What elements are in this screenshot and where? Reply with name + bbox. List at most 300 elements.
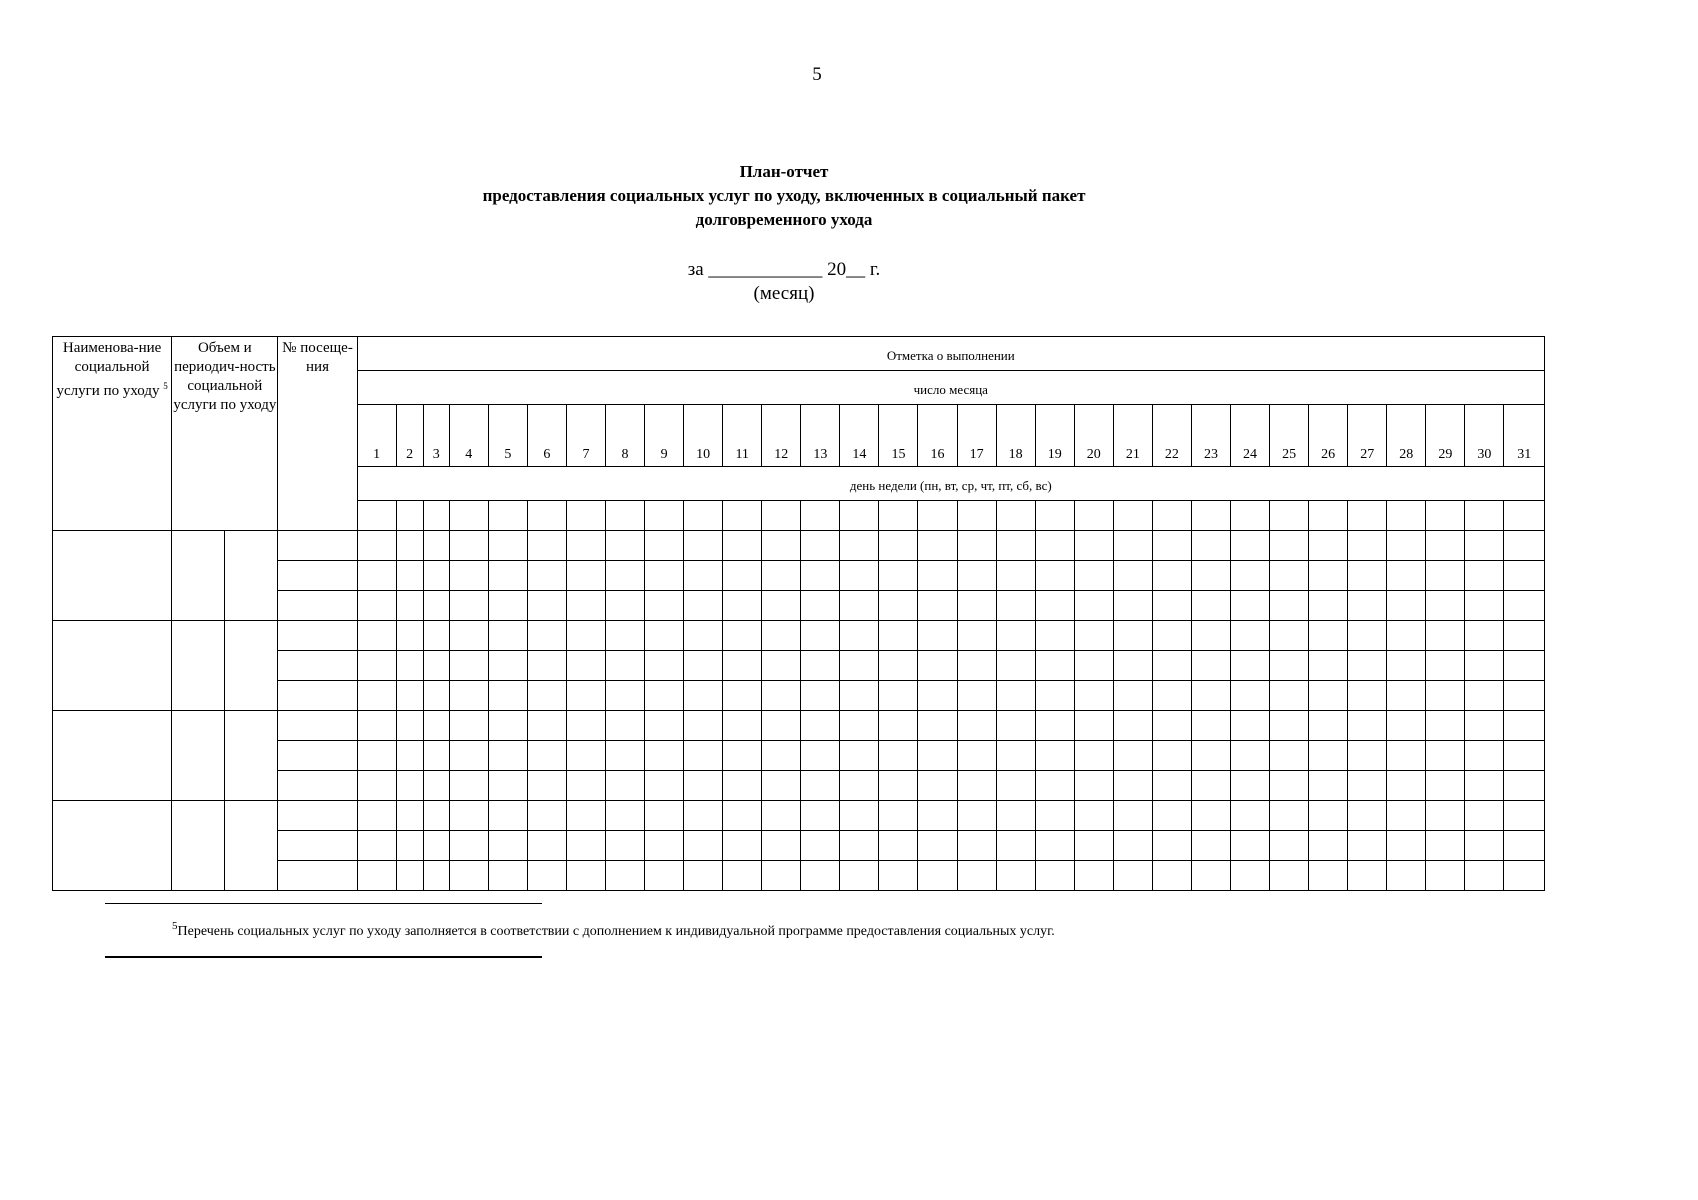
completion-cell[interactable] xyxy=(357,711,396,741)
completion-cell[interactable] xyxy=(840,771,879,801)
completion-cell[interactable] xyxy=(684,831,723,861)
completion-cell[interactable] xyxy=(1309,651,1348,681)
completion-cell[interactable] xyxy=(1504,651,1545,681)
completion-cell[interactable] xyxy=(488,741,527,771)
completion-cell[interactable] xyxy=(1504,771,1545,801)
completion-cell[interactable] xyxy=(1504,741,1545,771)
completion-cell[interactable] xyxy=(1113,651,1152,681)
completion-cell[interactable] xyxy=(840,801,879,831)
completion-cell[interactable] xyxy=(1387,591,1426,621)
completion-cell[interactable] xyxy=(1348,831,1387,861)
completion-cell[interactable] xyxy=(840,561,879,591)
completion-cell[interactable] xyxy=(1309,681,1348,711)
completion-cell[interactable] xyxy=(1426,711,1465,741)
weekday-entry-cell[interactable] xyxy=(566,501,605,531)
completion-cell[interactable] xyxy=(1113,861,1152,891)
completion-cell[interactable] xyxy=(357,861,396,891)
completion-cell[interactable] xyxy=(1348,681,1387,711)
completion-cell[interactable] xyxy=(423,531,449,561)
weekday-entry-cell[interactable] xyxy=(996,501,1035,531)
weekday-entry-cell[interactable] xyxy=(684,501,723,531)
completion-cell[interactable] xyxy=(1230,741,1269,771)
visit-number-cell[interactable] xyxy=(278,771,357,801)
completion-cell[interactable] xyxy=(527,861,566,891)
visit-number-cell[interactable] xyxy=(278,861,357,891)
completion-cell[interactable] xyxy=(1152,651,1191,681)
weekday-entry-cell[interactable] xyxy=(605,501,644,531)
completion-cell[interactable] xyxy=(1074,711,1113,741)
completion-cell[interactable] xyxy=(645,711,684,741)
completion-cell[interactable] xyxy=(918,651,957,681)
completion-cell[interactable] xyxy=(879,861,918,891)
completion-cell[interactable] xyxy=(1152,861,1191,891)
completion-cell[interactable] xyxy=(605,531,644,561)
completion-cell[interactable] xyxy=(723,861,762,891)
completion-cell[interactable] xyxy=(723,591,762,621)
completion-cell[interactable] xyxy=(488,561,527,591)
completion-cell[interactable] xyxy=(1113,591,1152,621)
completion-cell[interactable] xyxy=(684,531,723,561)
completion-cell[interactable] xyxy=(396,591,423,621)
completion-cell[interactable] xyxy=(566,861,605,891)
completion-cell[interactable] xyxy=(449,651,488,681)
completion-cell[interactable] xyxy=(396,651,423,681)
completion-cell[interactable] xyxy=(1113,711,1152,741)
volume-cell[interactable] xyxy=(172,801,225,891)
weekday-entry-cell[interactable] xyxy=(1191,501,1230,531)
completion-cell[interactable] xyxy=(566,621,605,651)
completion-cell[interactable] xyxy=(1426,801,1465,831)
completion-cell[interactable] xyxy=(957,771,996,801)
completion-cell[interactable] xyxy=(918,561,957,591)
completion-cell[interactable] xyxy=(1113,561,1152,591)
visit-number-cell[interactable] xyxy=(278,651,357,681)
completion-cell[interactable] xyxy=(527,801,566,831)
completion-cell[interactable] xyxy=(396,621,423,651)
periodicity-cell[interactable] xyxy=(225,711,278,801)
completion-cell[interactable] xyxy=(1035,621,1074,651)
completion-cell[interactable] xyxy=(840,651,879,681)
completion-cell[interactable] xyxy=(918,771,957,801)
completion-cell[interactable] xyxy=(996,771,1035,801)
completion-cell[interactable] xyxy=(605,741,644,771)
service-name-cell[interactable] xyxy=(53,531,172,621)
weekday-entry-cell[interactable] xyxy=(645,501,684,531)
completion-cell[interactable] xyxy=(1270,651,1309,681)
completion-cell[interactable] xyxy=(762,741,801,771)
completion-cell[interactable] xyxy=(527,711,566,741)
completion-cell[interactable] xyxy=(357,681,396,711)
completion-cell[interactable] xyxy=(396,801,423,831)
completion-cell[interactable] xyxy=(1152,711,1191,741)
completion-cell[interactable] xyxy=(840,531,879,561)
completion-cell[interactable] xyxy=(566,561,605,591)
completion-cell[interactable] xyxy=(684,621,723,651)
weekday-entry-cell[interactable] xyxy=(1152,501,1191,531)
completion-cell[interactable] xyxy=(1074,831,1113,861)
completion-cell[interactable] xyxy=(918,801,957,831)
completion-cell[interactable] xyxy=(1152,561,1191,591)
completion-cell[interactable] xyxy=(1426,591,1465,621)
completion-cell[interactable] xyxy=(1191,831,1230,861)
completion-cell[interactable] xyxy=(1191,621,1230,651)
completion-cell[interactable] xyxy=(357,651,396,681)
completion-cell[interactable] xyxy=(488,801,527,831)
completion-cell[interactable] xyxy=(645,771,684,801)
completion-cell[interactable] xyxy=(449,801,488,831)
completion-cell[interactable] xyxy=(1152,531,1191,561)
completion-cell[interactable] xyxy=(488,621,527,651)
completion-cell[interactable] xyxy=(449,531,488,561)
completion-cell[interactable] xyxy=(449,621,488,651)
completion-cell[interactable] xyxy=(527,591,566,621)
completion-cell[interactable] xyxy=(723,561,762,591)
completion-cell[interactable] xyxy=(1035,681,1074,711)
completion-cell[interactable] xyxy=(879,531,918,561)
completion-cell[interactable] xyxy=(1074,861,1113,891)
completion-cell[interactable] xyxy=(1152,801,1191,831)
completion-cell[interactable] xyxy=(488,591,527,621)
completion-cell[interactable] xyxy=(879,741,918,771)
volume-cell[interactable] xyxy=(172,621,225,711)
completion-cell[interactable] xyxy=(1113,621,1152,651)
completion-cell[interactable] xyxy=(605,771,644,801)
completion-cell[interactable] xyxy=(1387,621,1426,651)
completion-cell[interactable] xyxy=(1191,681,1230,711)
completion-cell[interactable] xyxy=(1426,771,1465,801)
completion-cell[interactable] xyxy=(1504,711,1545,741)
completion-cell[interactable] xyxy=(1426,621,1465,651)
completion-cell[interactable] xyxy=(1309,621,1348,651)
completion-cell[interactable] xyxy=(1504,801,1545,831)
completion-cell[interactable] xyxy=(396,561,423,591)
completion-cell[interactable] xyxy=(684,681,723,711)
completion-cell[interactable] xyxy=(1152,621,1191,651)
completion-cell[interactable] xyxy=(357,591,396,621)
completion-cell[interactable] xyxy=(879,711,918,741)
completion-cell[interactable] xyxy=(723,741,762,771)
completion-cell[interactable] xyxy=(1465,741,1504,771)
completion-cell[interactable] xyxy=(605,801,644,831)
completion-cell[interactable] xyxy=(488,651,527,681)
volume-cell[interactable] xyxy=(172,711,225,801)
visit-number-cell[interactable] xyxy=(278,741,357,771)
completion-cell[interactable] xyxy=(1426,741,1465,771)
completion-cell[interactable] xyxy=(1270,771,1309,801)
completion-cell[interactable] xyxy=(1230,681,1269,711)
completion-cell[interactable] xyxy=(396,861,423,891)
completion-cell[interactable] xyxy=(1309,741,1348,771)
completion-cell[interactable] xyxy=(1035,711,1074,741)
completion-cell[interactable] xyxy=(801,741,840,771)
completion-cell[interactable] xyxy=(1035,771,1074,801)
completion-cell[interactable] xyxy=(423,591,449,621)
completion-cell[interactable] xyxy=(1074,531,1113,561)
completion-cell[interactable] xyxy=(1348,741,1387,771)
completion-cell[interactable] xyxy=(449,861,488,891)
completion-cell[interactable] xyxy=(1113,801,1152,831)
completion-cell[interactable] xyxy=(1113,831,1152,861)
completion-cell[interactable] xyxy=(1270,681,1309,711)
completion-cell[interactable] xyxy=(1230,801,1269,831)
visit-number-cell[interactable] xyxy=(278,591,357,621)
completion-cell[interactable] xyxy=(957,741,996,771)
completion-cell[interactable] xyxy=(957,711,996,741)
completion-cell[interactable] xyxy=(423,801,449,831)
completion-cell[interactable] xyxy=(1504,681,1545,711)
completion-cell[interactable] xyxy=(488,681,527,711)
completion-cell[interactable] xyxy=(723,711,762,741)
completion-cell[interactable] xyxy=(357,771,396,801)
completion-cell[interactable] xyxy=(1113,741,1152,771)
completion-cell[interactable] xyxy=(1074,771,1113,801)
completion-cell[interactable] xyxy=(1074,651,1113,681)
completion-cell[interactable] xyxy=(396,741,423,771)
completion-cell[interactable] xyxy=(1348,711,1387,741)
completion-cell[interactable] xyxy=(488,861,527,891)
completion-cell[interactable] xyxy=(1152,771,1191,801)
completion-cell[interactable] xyxy=(1191,801,1230,831)
completion-cell[interactable] xyxy=(996,861,1035,891)
completion-cell[interactable] xyxy=(645,861,684,891)
completion-cell[interactable] xyxy=(566,741,605,771)
completion-cell[interactable] xyxy=(1465,621,1504,651)
completion-cell[interactable] xyxy=(1230,651,1269,681)
completion-cell[interactable] xyxy=(449,771,488,801)
completion-cell[interactable] xyxy=(1035,651,1074,681)
weekday-entry-cell[interactable] xyxy=(423,501,449,531)
completion-cell[interactable] xyxy=(1270,711,1309,741)
weekday-entry-cell[interactable] xyxy=(1113,501,1152,531)
completion-cell[interactable] xyxy=(423,741,449,771)
completion-cell[interactable] xyxy=(840,591,879,621)
completion-cell[interactable] xyxy=(1270,741,1309,771)
completion-cell[interactable] xyxy=(449,741,488,771)
completion-cell[interactable] xyxy=(488,831,527,861)
completion-cell[interactable] xyxy=(357,831,396,861)
completion-cell[interactable] xyxy=(879,681,918,711)
completion-cell[interactable] xyxy=(684,561,723,591)
completion-cell[interactable] xyxy=(957,861,996,891)
completion-cell[interactable] xyxy=(605,681,644,711)
completion-cell[interactable] xyxy=(449,711,488,741)
completion-cell[interactable] xyxy=(423,621,449,651)
completion-cell[interactable] xyxy=(1309,831,1348,861)
weekday-entry-cell[interactable] xyxy=(1270,501,1309,531)
completion-cell[interactable] xyxy=(1270,831,1309,861)
completion-cell[interactable] xyxy=(762,801,801,831)
completion-cell[interactable] xyxy=(1348,861,1387,891)
completion-cell[interactable] xyxy=(423,711,449,741)
completion-cell[interactable] xyxy=(1270,801,1309,831)
completion-cell[interactable] xyxy=(645,741,684,771)
completion-cell[interactable] xyxy=(723,801,762,831)
completion-cell[interactable] xyxy=(1309,531,1348,561)
completion-cell[interactable] xyxy=(645,531,684,561)
completion-cell[interactable] xyxy=(723,531,762,561)
completion-cell[interactable] xyxy=(762,591,801,621)
completion-cell[interactable] xyxy=(957,831,996,861)
service-name-cell[interactable] xyxy=(53,711,172,801)
completion-cell[interactable] xyxy=(996,621,1035,651)
completion-cell[interactable] xyxy=(396,531,423,561)
completion-cell[interactable] xyxy=(1387,831,1426,861)
completion-cell[interactable] xyxy=(605,591,644,621)
weekday-entry-cell[interactable] xyxy=(1426,501,1465,531)
completion-cell[interactable] xyxy=(566,771,605,801)
visit-number-cell[interactable] xyxy=(278,711,357,741)
completion-cell[interactable] xyxy=(762,861,801,891)
completion-cell[interactable] xyxy=(1270,591,1309,621)
completion-cell[interactable] xyxy=(1426,651,1465,681)
completion-cell[interactable] xyxy=(1230,861,1269,891)
completion-cell[interactable] xyxy=(1191,771,1230,801)
completion-cell[interactable] xyxy=(684,741,723,771)
weekday-entry-cell[interactable] xyxy=(357,501,396,531)
completion-cell[interactable] xyxy=(527,531,566,561)
weekday-entry-cell[interactable] xyxy=(1504,501,1545,531)
completion-cell[interactable] xyxy=(645,621,684,651)
periodicity-cell[interactable] xyxy=(225,801,278,891)
completion-cell[interactable] xyxy=(996,741,1035,771)
completion-cell[interactable] xyxy=(1230,531,1269,561)
completion-cell[interactable] xyxy=(996,711,1035,741)
completion-cell[interactable] xyxy=(645,681,684,711)
completion-cell[interactable] xyxy=(918,741,957,771)
completion-cell[interactable] xyxy=(566,711,605,741)
completion-cell[interactable] xyxy=(1309,801,1348,831)
completion-cell[interactable] xyxy=(1035,861,1074,891)
completion-cell[interactable] xyxy=(723,831,762,861)
completion-cell[interactable] xyxy=(840,861,879,891)
completion-cell[interactable] xyxy=(645,831,684,861)
completion-cell[interactable] xyxy=(1465,591,1504,621)
completion-cell[interactable] xyxy=(566,531,605,561)
completion-cell[interactable] xyxy=(879,561,918,591)
completion-cell[interactable] xyxy=(684,591,723,621)
visit-number-cell[interactable] xyxy=(278,561,357,591)
completion-cell[interactable] xyxy=(762,771,801,801)
completion-cell[interactable] xyxy=(996,831,1035,861)
completion-cell[interactable] xyxy=(762,711,801,741)
completion-cell[interactable] xyxy=(957,801,996,831)
volume-cell[interactable] xyxy=(172,531,225,621)
weekday-entry-cell[interactable] xyxy=(449,501,488,531)
service-name-cell[interactable] xyxy=(53,801,172,891)
completion-cell[interactable] xyxy=(1387,741,1426,771)
completion-cell[interactable] xyxy=(566,681,605,711)
completion-cell[interactable] xyxy=(762,561,801,591)
completion-cell[interactable] xyxy=(1074,741,1113,771)
completion-cell[interactable] xyxy=(1074,591,1113,621)
completion-cell[interactable] xyxy=(840,831,879,861)
completion-cell[interactable] xyxy=(801,711,840,741)
completion-cell[interactable] xyxy=(1230,561,1269,591)
completion-cell[interactable] xyxy=(996,651,1035,681)
completion-cell[interactable] xyxy=(684,711,723,741)
visit-number-cell[interactable] xyxy=(278,681,357,711)
completion-cell[interactable] xyxy=(605,711,644,741)
weekday-entry-cell[interactable] xyxy=(1348,501,1387,531)
completion-cell[interactable] xyxy=(684,861,723,891)
completion-cell[interactable] xyxy=(1309,711,1348,741)
completion-cell[interactable] xyxy=(801,771,840,801)
completion-cell[interactable] xyxy=(605,651,644,681)
completion-cell[interactable] xyxy=(605,621,644,651)
completion-cell[interactable] xyxy=(449,591,488,621)
completion-cell[interactable] xyxy=(996,561,1035,591)
weekday-entry-cell[interactable] xyxy=(1035,501,1074,531)
completion-cell[interactable] xyxy=(762,531,801,561)
completion-cell[interactable] xyxy=(918,831,957,861)
completion-cell[interactable] xyxy=(684,801,723,831)
completion-cell[interactable] xyxy=(840,711,879,741)
visit-number-cell[interactable] xyxy=(278,831,357,861)
completion-cell[interactable] xyxy=(1152,681,1191,711)
periodicity-cell[interactable] xyxy=(225,531,278,621)
completion-cell[interactable] xyxy=(423,681,449,711)
completion-cell[interactable] xyxy=(1348,531,1387,561)
completion-cell[interactable] xyxy=(918,621,957,651)
completion-cell[interactable] xyxy=(1426,831,1465,861)
completion-cell[interactable] xyxy=(1387,651,1426,681)
completion-cell[interactable] xyxy=(1465,531,1504,561)
completion-cell[interactable] xyxy=(1270,621,1309,651)
completion-cell[interactable] xyxy=(918,861,957,891)
completion-cell[interactable] xyxy=(357,561,396,591)
completion-cell[interactable] xyxy=(879,831,918,861)
visit-number-cell[interactable] xyxy=(278,801,357,831)
weekday-entry-cell[interactable] xyxy=(723,501,762,531)
completion-cell[interactable] xyxy=(527,561,566,591)
weekday-entry-cell[interactable] xyxy=(1230,501,1269,531)
completion-cell[interactable] xyxy=(801,561,840,591)
completion-cell[interactable] xyxy=(1309,771,1348,801)
completion-cell[interactable] xyxy=(801,681,840,711)
completion-cell[interactable] xyxy=(1152,741,1191,771)
completion-cell[interactable] xyxy=(1035,831,1074,861)
completion-cell[interactable] xyxy=(762,681,801,711)
weekday-entry-cell[interactable] xyxy=(527,501,566,531)
completion-cell[interactable] xyxy=(918,591,957,621)
completion-cell[interactable] xyxy=(1426,561,1465,591)
completion-cell[interactable] xyxy=(1465,561,1504,591)
completion-cell[interactable] xyxy=(396,711,423,741)
completion-cell[interactable] xyxy=(1426,681,1465,711)
completion-cell[interactable] xyxy=(1035,801,1074,831)
completion-cell[interactable] xyxy=(357,801,396,831)
completion-cell[interactable] xyxy=(357,531,396,561)
completion-cell[interactable] xyxy=(1504,621,1545,651)
completion-cell[interactable] xyxy=(879,621,918,651)
completion-cell[interactable] xyxy=(1465,771,1504,801)
completion-cell[interactable] xyxy=(1504,861,1545,891)
completion-cell[interactable] xyxy=(1230,771,1269,801)
completion-cell[interactable] xyxy=(1426,861,1465,891)
completion-cell[interactable] xyxy=(1348,651,1387,681)
weekday-entry-cell[interactable] xyxy=(1074,501,1113,531)
completion-cell[interactable] xyxy=(1465,831,1504,861)
completion-cell[interactable] xyxy=(801,531,840,561)
completion-cell[interactable] xyxy=(488,531,527,561)
completion-cell[interactable] xyxy=(1504,831,1545,861)
completion-cell[interactable] xyxy=(449,681,488,711)
completion-cell[interactable] xyxy=(879,771,918,801)
completion-cell[interactable] xyxy=(566,801,605,831)
completion-cell[interactable] xyxy=(566,591,605,621)
completion-cell[interactable] xyxy=(1191,741,1230,771)
completion-cell[interactable] xyxy=(918,681,957,711)
